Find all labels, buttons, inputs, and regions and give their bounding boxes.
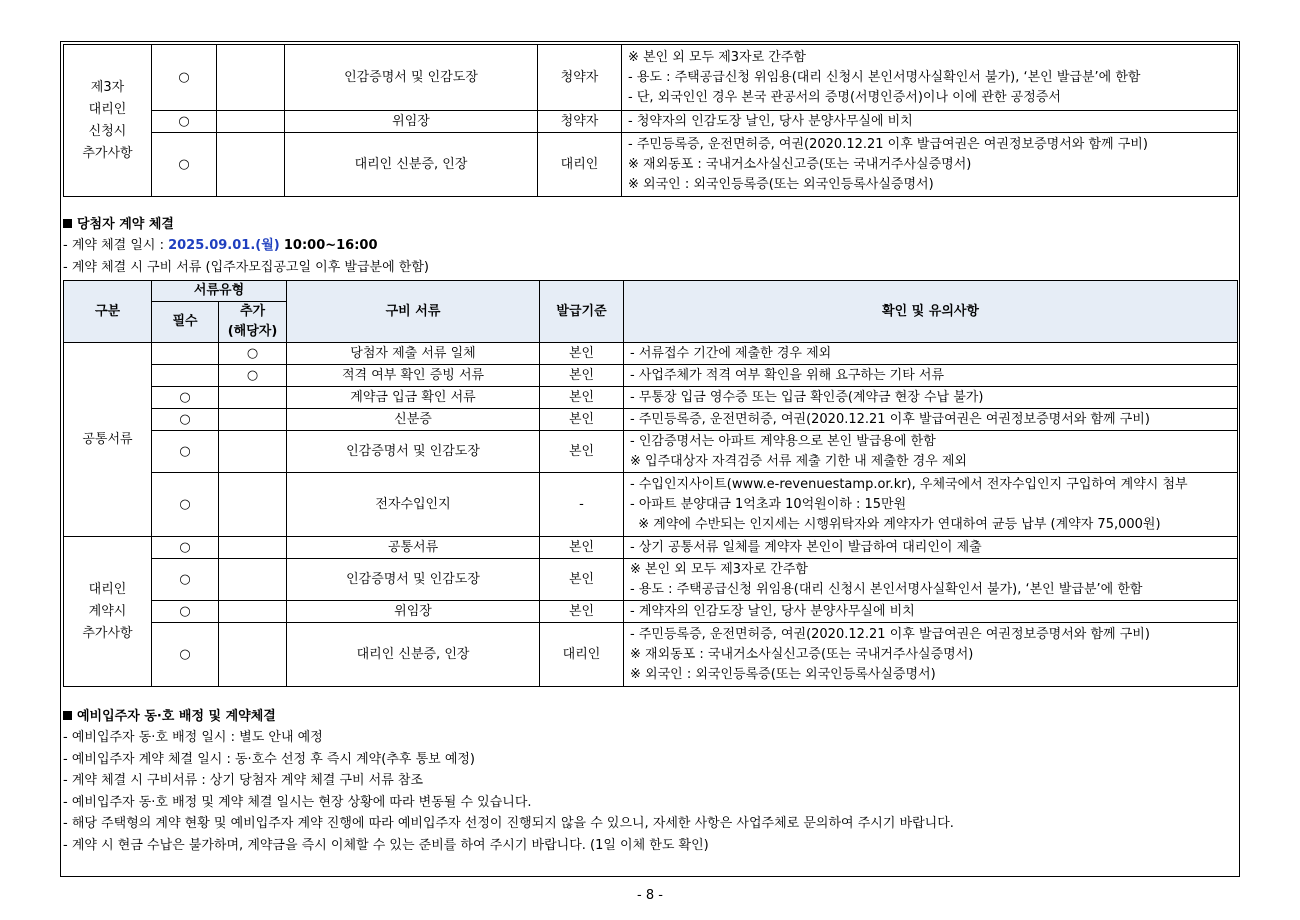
group-label: 공통서류 <box>64 343 152 537</box>
contract-datetime: - 계약 체결 일시 : 2025.09.01.(월) 10:00~16:00 <box>63 238 378 253</box>
table-row <box>64 365 1238 387</box>
issue-basis: - <box>540 473 624 537</box>
header-required: 필수 <box>152 302 219 343</box>
issue-basis: 본인 <box>540 559 624 601</box>
note-line: ※ 입주대상자 자격검증 서류 제출 기한 내 제출한 경우 제외 <box>630 453 967 469</box>
additional-mark <box>217 133 285 197</box>
required-mark: ○ <box>152 111 217 133</box>
required-mark: ○ <box>152 133 217 197</box>
additional-mark <box>219 623 287 687</box>
table-row <box>64 387 1238 409</box>
contract-section <box>61 215 1239 278</box>
header-doctype: 서류유형 <box>152 281 287 302</box>
notes-cell <box>624 343 1238 365</box>
additional-mark <box>219 601 287 623</box>
contract-documents-table <box>63 280 1238 687</box>
document-name: 신분증 <box>287 409 540 431</box>
reserve-note-line: - 예비입주자 계약 체결 일시 : 동·호수 선정 후 즉시 계약(추후 통보 예정) <box>63 751 476 767</box>
table-row <box>64 431 1238 473</box>
issue-basis: 본인 <box>540 387 624 409</box>
document-name: 인감증명서 및 인감도장 <box>287 559 540 601</box>
issue-basis: 본인 <box>540 409 624 431</box>
issue-basis: 대리인 <box>538 133 622 197</box>
notes-cell <box>622 111 1238 133</box>
document-name: 대리인 신분증, 인장 <box>285 133 538 197</box>
note-line: - 수입인지사이트(www.e-revenuestamp.or.kr), 우체국에서 전자수입인지 구입하여 계약시 첨부 <box>630 476 1188 492</box>
note-line: - 단, 외국인인 경우 본국 관공서의 증명(서명인증서)이나 이에 관한 공정증서 <box>628 89 1061 105</box>
notes-cell <box>624 409 1238 431</box>
document-name: 적격 여부 확인 증빙 서류 <box>287 365 540 387</box>
required-mark: ○ <box>152 623 219 687</box>
note-line: - 주민등록증, 운전면허증, 여권(2020.12.21 이후 발급여권은 여권정보증명서와 함께 구비) <box>630 411 1150 427</box>
header-category: 구분 <box>64 281 152 343</box>
page-number: - 8 - <box>637 888 663 903</box>
note-line: - 계약자의 인감도장 날인, 당사 분양사무실에 비치 <box>630 603 915 619</box>
note-line: ※ 재외동포 : 국내거소사실신고증(또는 국내거주사실증명서) <box>630 646 974 662</box>
notes-cell <box>622 45 1238 111</box>
required-mark: ○ <box>152 473 219 537</box>
note-line: - 주민등록증, 운전면허증, 여권(2020.12.21 이후 발급여권은 여권정보증명서와 함께 구비) <box>628 136 1148 152</box>
note-line: - 청약자의 인감도장 날인, 당사 분양사무실에 비치 <box>628 113 913 129</box>
note-line: - 아파트 분양대금 1억초과 10억원이하 : 15만원 <box>630 496 907 512</box>
document-page <box>60 41 1240 877</box>
section-title: 예비입주자 동·호 배정 및 계약체결 <box>63 707 1239 727</box>
note-line: - 용도 : 주택공급신청 위임용(대리 신청시 본인서명사실확인서 불가), ‘본인 발급분’에 한함 <box>630 581 1143 597</box>
additional-mark <box>217 111 285 133</box>
required-mark <box>152 365 219 387</box>
table-row <box>64 537 1238 559</box>
note-line: - 주민등록증, 운전면허증, 여권(2020.12.21 이후 발급여권은 여권정보증명서와 함께 구비) <box>630 626 1150 642</box>
group-label: 제3자 대리인 신청시 추가사항 <box>64 45 152 197</box>
additional-mark: ○ <box>219 343 287 365</box>
note-line: - 서류접수 기간에 제출한 경우 제외 <box>630 345 832 361</box>
note-line: - 용도 : 주택공급신청 위임용(대리 신청시 본인서명사실확인서 불가), ‘본인 발급분’에 한함 <box>628 69 1141 85</box>
document-name: 위임장 <box>287 601 540 623</box>
document-name: 전자수입인지 <box>287 473 540 537</box>
document-name: 공통서류 <box>287 537 540 559</box>
note-line: ※ 본인 외 모두 제3자로 간주함 <box>628 49 806 65</box>
notes-cell <box>624 559 1238 601</box>
note-line: ※ 재외동포 : 국내거소사실신고증(또는 국내거주사실증명서) <box>628 156 972 172</box>
table-row <box>64 111 1238 133</box>
note-line: - 무통장 입금 영수증 또는 입금 확인증(계약금 현장 수납 불가) <box>630 389 984 405</box>
note-line: ※ 외국인 : 외국인등록증(또는 외국인등록사실증명서) <box>630 666 936 682</box>
document-name: 위임장 <box>285 111 538 133</box>
issue-basis: 청약자 <box>538 111 622 133</box>
note-line: ※ 본인 외 모두 제3자로 간주함 <box>630 561 808 577</box>
additional-mark <box>219 537 287 559</box>
contract-docs-note: - 계약 체결 시 구비 서류 (입주자모집공고일 이후 발급분에 한함) <box>63 259 429 275</box>
reserve-note-line: - 계약 체결 시 구비서류 : 상기 당첨자 계약 체결 구비 서류 참조 <box>63 773 424 788</box>
table-row <box>64 623 1238 687</box>
note-line: ※ 계약에 수반되는 인지세는 시행위탁자와 계약자가 연대하여 균등 납부 (계약자 75,000원) <box>630 516 1161 532</box>
notes-cell <box>624 431 1238 473</box>
required-mark: ○ <box>152 409 219 431</box>
issue-basis: 청약자 <box>538 45 622 111</box>
notes-cell <box>624 601 1238 623</box>
additional-mark: ○ <box>219 365 287 387</box>
required-mark: ○ <box>152 387 219 409</box>
document-name: 인감증명서 및 인감도장 <box>285 45 538 111</box>
section-title: 당첨자 계약 체결 <box>63 215 1239 235</box>
required-mark: ○ <box>152 559 219 601</box>
additional-mark <box>217 45 285 111</box>
additional-mark <box>219 431 287 473</box>
required-mark: ○ <box>152 45 217 111</box>
notes-cell <box>624 473 1238 537</box>
table-row <box>64 473 1238 537</box>
issue-basis: 본인 <box>540 537 624 559</box>
third-party-agent-table <box>63 44 1238 197</box>
document-name: 계약금 입금 확인 서류 <box>287 387 540 409</box>
required-mark: ○ <box>152 601 219 623</box>
issue-basis: 본인 <box>540 343 624 365</box>
reserve-note-line: - 해당 주택형의 계약 현황 및 예비입주자 계약 진행에 따라 예비입주자 선정이 진행되지 않을 수 있으니, 자세한 사항은 사업주체로 문의하여 주시기 바랍니다. <box>63 816 954 831</box>
header-notes: 확인 및 유의사항 <box>624 281 1238 343</box>
note-line: ※ 외국인 : 외국인등록증(또는 외국인등록사실증명서) <box>628 176 934 192</box>
table-row <box>64 409 1238 431</box>
issue-basis: 본인 <box>540 365 624 387</box>
document-name: 당첨자 제출 서류 일체 <box>287 343 540 365</box>
issue-basis: 대리인 <box>540 623 624 687</box>
table-row <box>64 45 1238 111</box>
reserve-note-line: - 예비입주자 동·호 배정 및 계약 체결 일시는 현장 상황에 따라 변동될 수 있습니다. <box>63 794 532 810</box>
note-line: - 인감증명서는 아파트 계약용으로 본인 발급용에 한함 <box>630 433 936 449</box>
notes-cell <box>624 387 1238 409</box>
reserve-section <box>61 707 1239 856</box>
reserve-note-line: - 예비입주자 동·호 배정 일시 : 별도 안내 예정 <box>63 730 323 745</box>
document-name: 대리인 신분증, 인장 <box>287 623 540 687</box>
required-mark <box>152 343 219 365</box>
header-additional: 추가 (해당자) <box>219 302 287 343</box>
header-document: 구비 서류 <box>287 281 540 343</box>
reserve-note-line: - 계약 시 현금 수납은 불가하며, 계약금을 즉시 이체할 수 있는 준비를 하여 주시기 바랍니다. (1일 이체 한도 확인) <box>63 837 709 853</box>
table-row <box>64 601 1238 623</box>
header-basis: 발급기준 <box>540 281 624 343</box>
additional-mark <box>219 559 287 601</box>
additional-mark <box>219 409 287 431</box>
notes-cell <box>622 133 1238 197</box>
notes-cell <box>624 623 1238 687</box>
note-line: - 사업주체가 적격 여부 확인을 위해 요구하는 기타 서류 <box>630 367 945 383</box>
required-mark: ○ <box>152 537 219 559</box>
issue-basis: 본인 <box>540 431 624 473</box>
square-bullet-icon <box>63 219 72 228</box>
notes-cell <box>624 365 1238 387</box>
note-line: - 상기 공통서류 일체를 계약자 본인이 발급하여 대리인이 제출 <box>630 539 982 555</box>
group-label: 대리인 계약시 추가사항 <box>64 537 152 687</box>
table-row <box>64 559 1238 601</box>
square-bullet-icon <box>63 711 72 720</box>
document-name: 인감증명서 및 인감도장 <box>287 431 540 473</box>
table-row <box>64 343 1238 365</box>
required-mark: ○ <box>152 431 219 473</box>
additional-mark <box>219 387 287 409</box>
notes-cell <box>624 537 1238 559</box>
issue-basis: 본인 <box>540 601 624 623</box>
table-row <box>64 133 1238 197</box>
additional-mark <box>219 473 287 537</box>
